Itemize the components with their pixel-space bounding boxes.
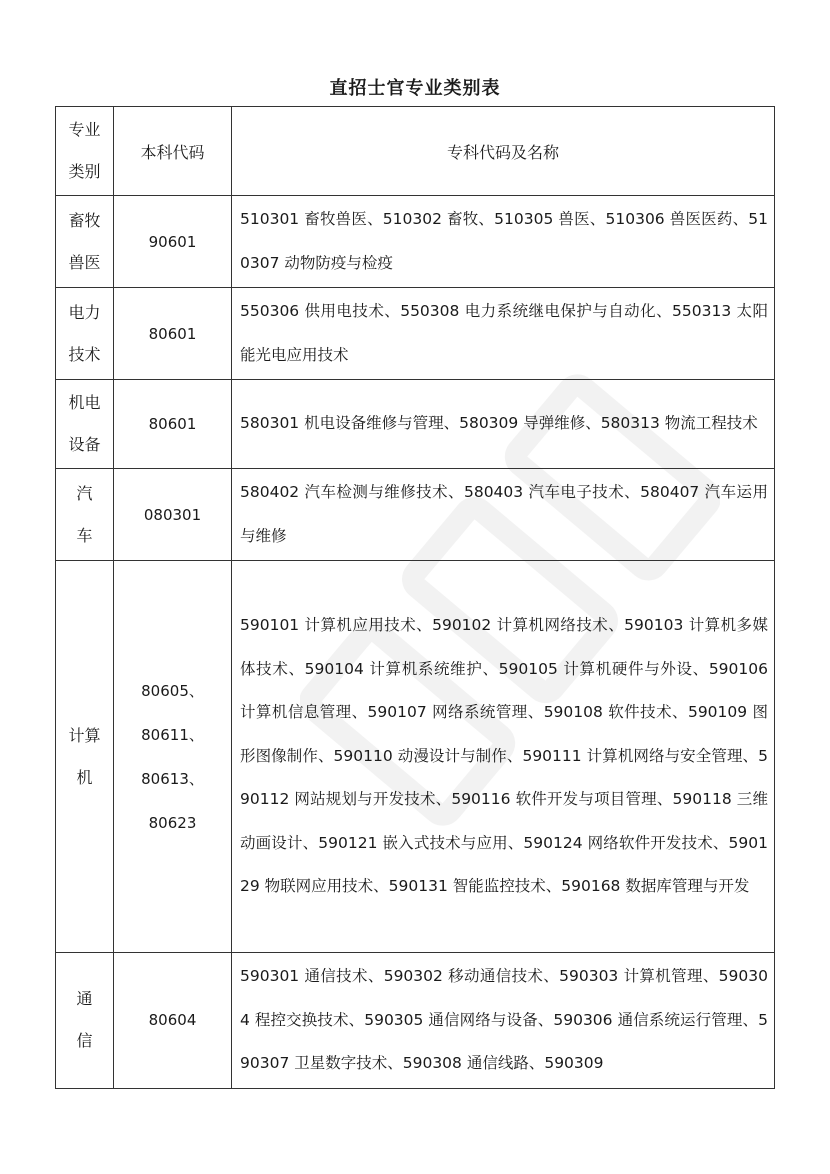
category-cell: 畜牧 兽医: [56, 196, 114, 288]
programs-cell: 590301 通信技术、590302 移动通信技术、590303 计算机管理、590304 程控交换技术、590305 通信网络与设备、590306 通信系统运行管理、590307 卫星数字技术、590308 通信线路、590309: [232, 953, 775, 1089]
undergrad-code-cell: 80605、 80611、 80613、 80623: [114, 561, 232, 953]
undergrad-code-cell: 90601: [114, 196, 232, 288]
undergrad-code-cell: 80604: [114, 953, 232, 1089]
category-cell: 机电 设备: [56, 380, 114, 469]
undergrad-code-cell: 80601: [114, 288, 232, 380]
programs-cell: 590101 计算机应用技术、590102 计算机网络技术、590103 计算机多媒体技术、590104 计算机系统维护、590105 计算机硬件与外设、590106 计算机信息管理、590107 网络系统管理、590108 软件技术、590109 图形图像制作、590110 动漫设计与制作、590111 计算机网络与安全管理、590112 网站规划与开发技术、590116 软件开发与项目管理、590118 三维动画设计、590121 嵌入式技术与应用、590124 网络软件开发技术、590129 物联网应用技术、590131 智能监控技术、590168 数据库管理与开发: [232, 561, 775, 953]
table-header-row: [56, 107, 775, 196]
table-row: [56, 380, 775, 469]
header-undergrad-code: 本科代码: [114, 107, 232, 196]
header-vocational-programs: 专科代码及名称: [232, 107, 775, 196]
table-row: [56, 288, 775, 380]
category-cell: 汽 车: [56, 469, 114, 561]
programs-cell: 510301 畜牧兽医、510302 畜牧、510305 兽医、510306 兽医医药、510307 动物防疫与检疫: [232, 196, 775, 288]
header-category: 专业 类别: [56, 107, 114, 196]
category-cell: 计算 机: [56, 561, 114, 953]
programs-cell: 550306 供用电技术、550308 电力系统继电保护与自动化、550313 太阳能光电应用技术: [232, 288, 775, 380]
table-row: [56, 196, 775, 288]
programs-cell: 580402 汽车检测与维修技术、580403 汽车电子技术、580407 汽车运用与维修: [232, 469, 775, 561]
table-row: [56, 953, 775, 1089]
programs-cell: 580301 机电设备维修与管理、580309 导弹维修、580313 物流工程技术: [232, 380, 775, 469]
category-cell: 通 信: [56, 953, 114, 1089]
table-row: [56, 561, 775, 953]
table-row: [56, 469, 775, 561]
undergrad-code-cell: 80601: [114, 380, 232, 469]
major-category-table: [55, 106, 775, 1089]
document-title: 直招士官专业类别表: [329, 78, 501, 99]
category-cell: 电力 技术: [56, 288, 114, 380]
undergrad-code-cell: 080301: [114, 469, 232, 561]
